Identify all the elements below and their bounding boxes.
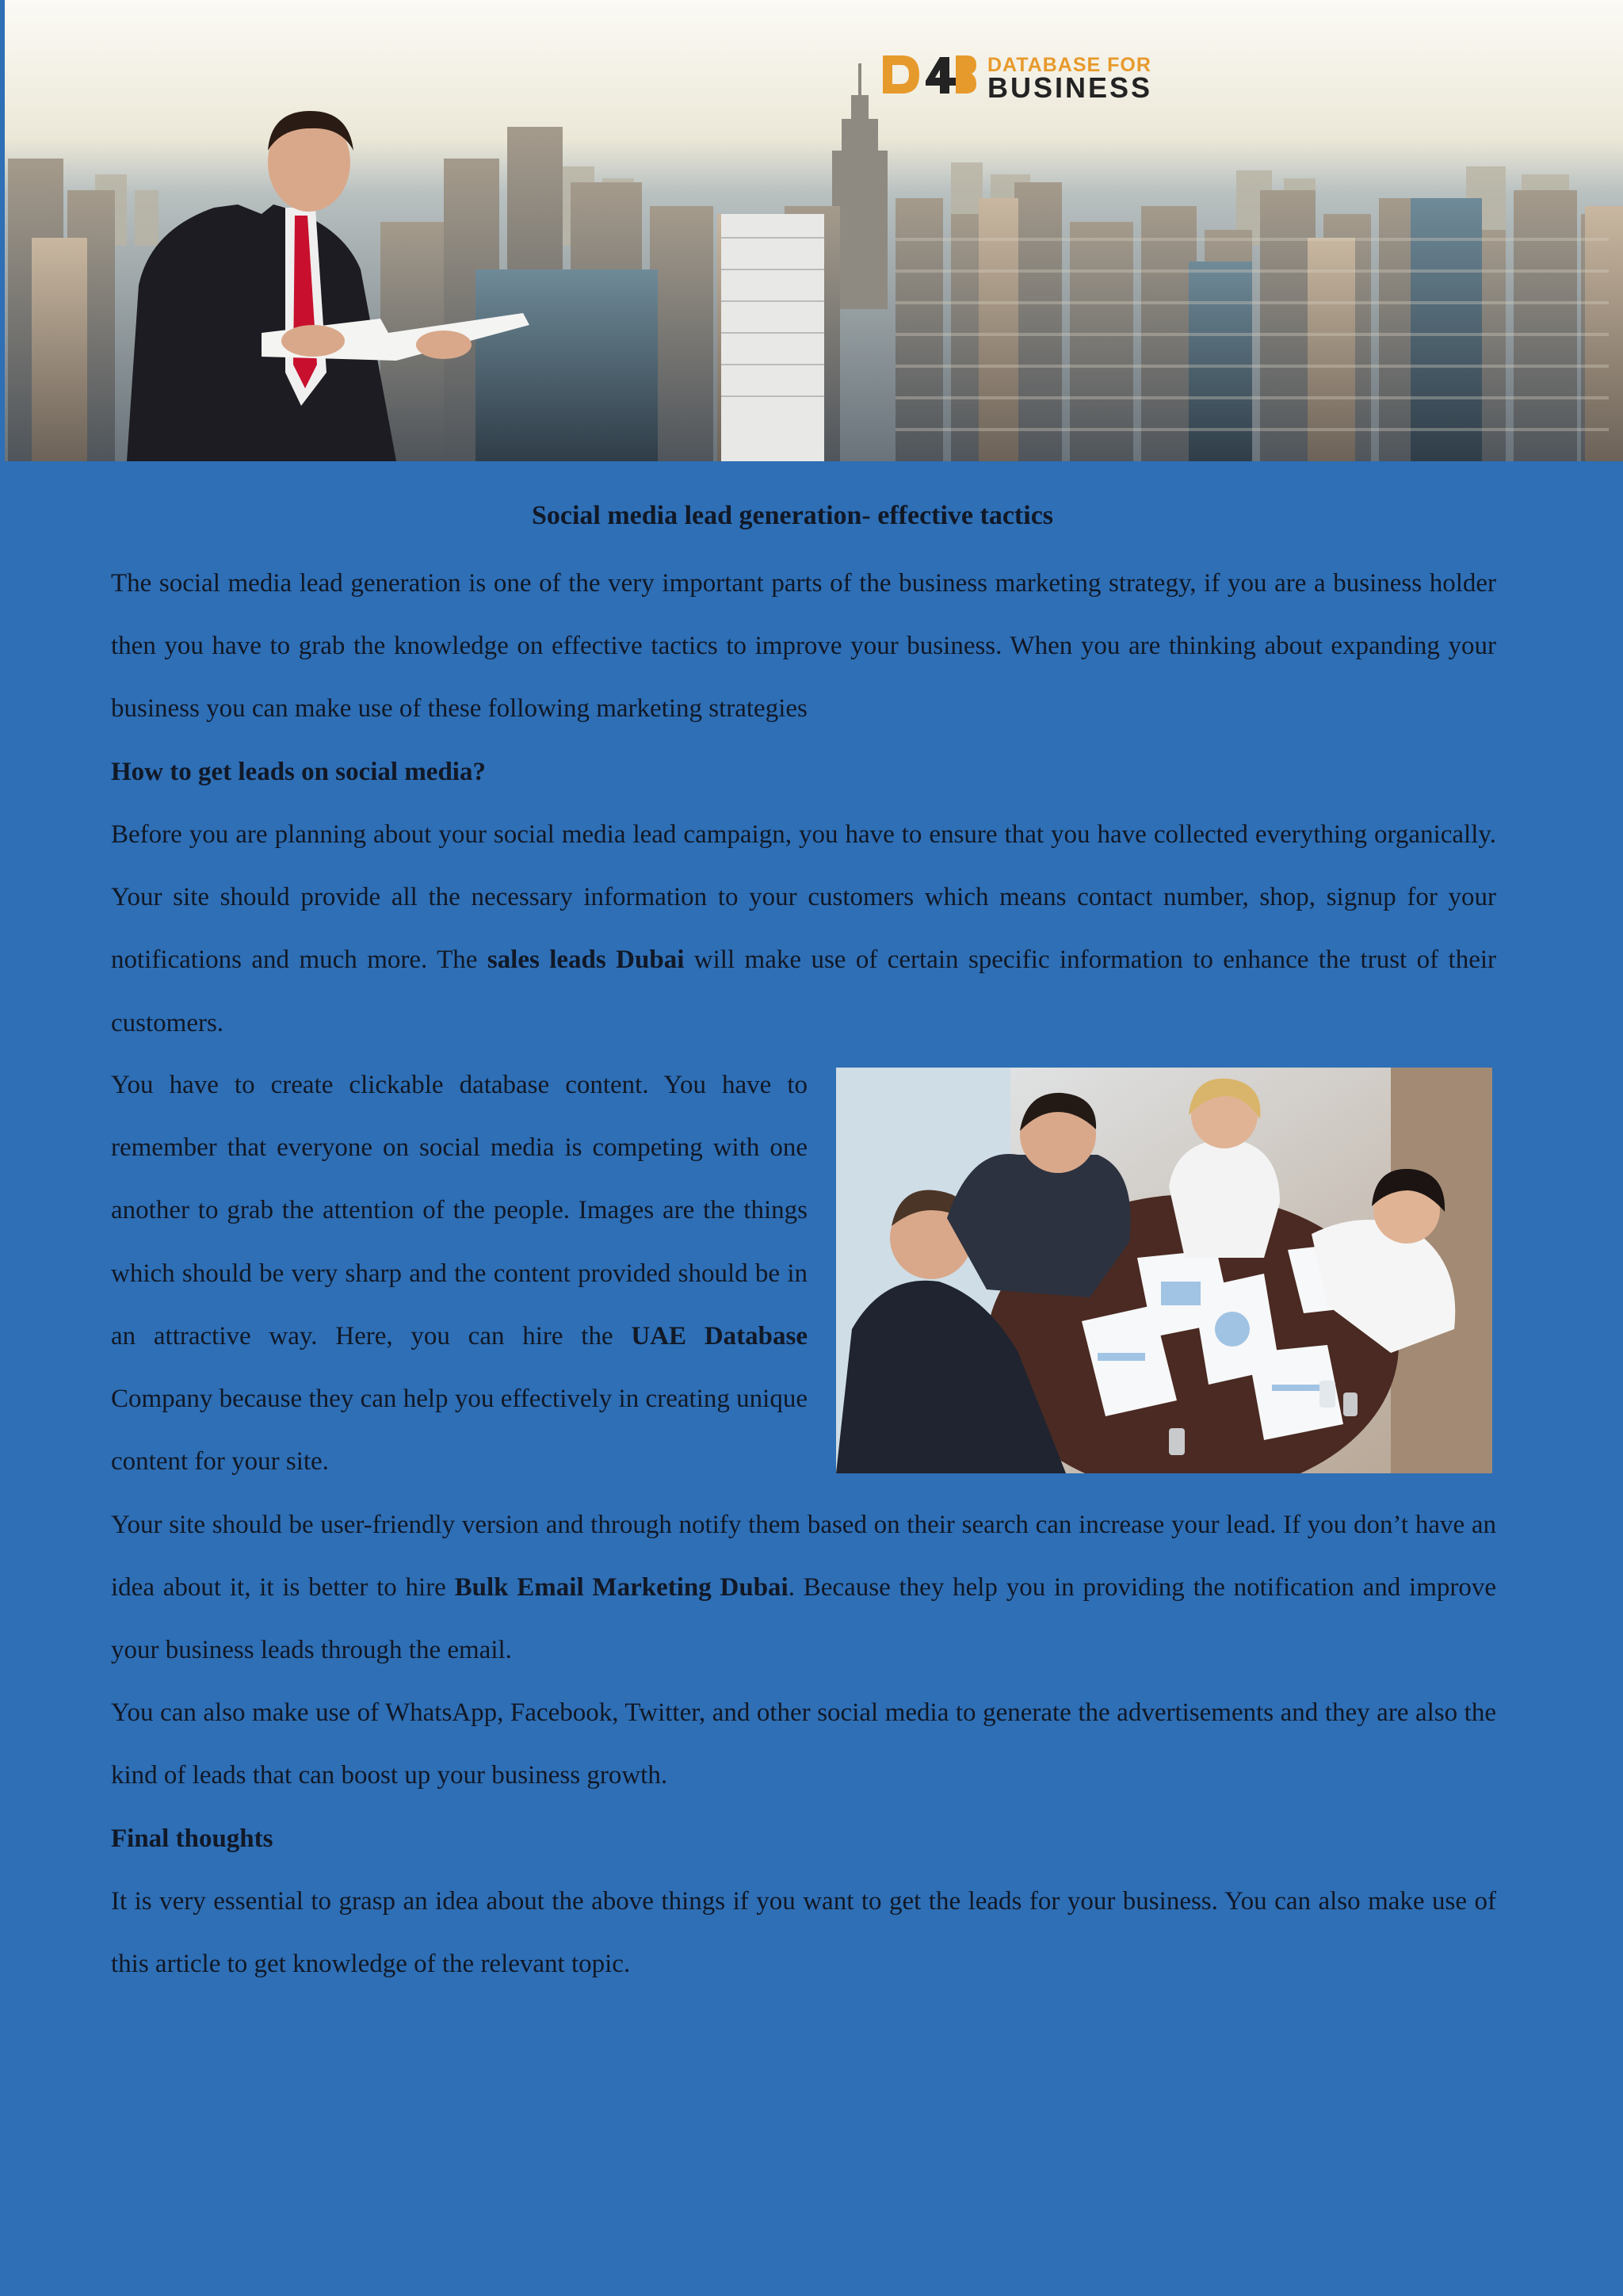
paragraph-content: [111, 1054, 808, 1493]
logo-text-line1: DATABASE FOR: [987, 54, 1151, 76]
keyword-sales-leads: sales leads Dubai: [487, 946, 685, 975]
section-heading-final: Final thoughts: [111, 1824, 273, 1853]
paragraph-text: will make use of certain specific information to enhance the trust of their customers.: [111, 946, 1497, 1037]
paragraph-text: You have to create clickable database content. You have to remember that everyone on social media is competing with one another to grab the attention of the people. Images are the things which should be very sharp and the content provided should be in an attractive way. Here, you can hire the: [111, 1071, 808, 1350]
paragraph-campaign: [111, 804, 1496, 1055]
city-skyline-image: [0, 0, 1623, 461]
company-logo: [880, 52, 1165, 103]
paragraph-conclusion: It is very essential to grasp an idea about the above things if you want to get the leads for your business. You can also make use of this article to get knowledge of the relevant topic.: [111, 1887, 1496, 1979]
intro-paragraph: The social media lead generation is one of the very important parts of the business marketing strategy, if you are a business holder then you have to grab the knowledge on effective tactics to improve your business. When you are thinking about expanding your business you can make use of these following marketing strategies: [111, 569, 1496, 724]
d4b-logo-mark: [880, 52, 976, 97]
keyword-uae-database: UAE Database: [631, 1321, 808, 1350]
paragraph-user-friendly: [111, 1494, 1496, 1683]
section-heading-leads: How to get leads on social media?: [111, 758, 486, 786]
meeting-illustration: [836, 1068, 1492, 1473]
paragraph-text: Before you are planning about your social media lead campaign, you have to ensure that you have collected everything organically. Your site should provide all the necessary information to your customers which means contact number, shop, signup for your notifications and much more. The: [111, 820, 1496, 975]
paragraph-text: . Because they help you in providing the notification and improve your business leads through the email.: [111, 1573, 1496, 1665]
keyword-bulk-email: Bulk Email Marketing Dubai: [454, 1573, 789, 1603]
paragraph-text: Company because they can help you effectively in creating unique content for your site.: [111, 1385, 808, 1477]
header-banner: [0, 0, 1623, 461]
business-meeting-photo: [836, 1068, 1492, 1473]
paragraph-text: Your site should be user-friendly version and through notify them based on their search can increase your lead. If you don’t have an idea about it, it is better to hire: [111, 1511, 1496, 1603]
paragraph-social-channels: You can also make use of WhatsApp, Facebook, Twitter, and other social media to generate the advertisements and they are also the kind of leads that can boost up your business growth.: [111, 1698, 1496, 1790]
article-title: Social media lead generation- effective tactics: [531, 501, 1054, 530]
left-edge-stripe: [0, 0, 5, 461]
logo-text-line2: BUSINESS: [987, 71, 1153, 104]
